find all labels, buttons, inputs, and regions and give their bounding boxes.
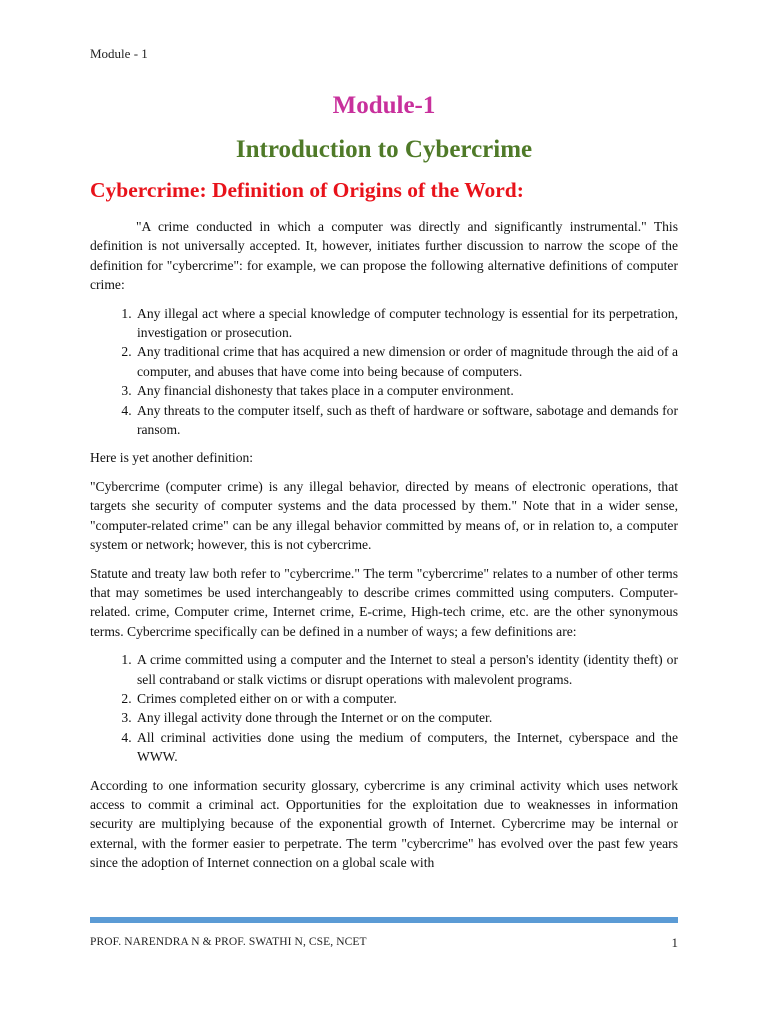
chapter-title: Introduction to Cybercrime [235, 136, 533, 163]
section-heading: Cybercrime: Definition of Origins of the Word: [90, 178, 524, 202]
module-title: Module-1 [332, 92, 436, 119]
list-item: 2. Any traditional crime that has acquired a new dimension or order of magnitude through the aid of a computer, and abuses that have come into being because of computers. [135, 342, 678, 381]
list-item: 4. Any threats to the computer itself, such as theft of hardware or software, sabotage and demands for ransom. [135, 401, 678, 440]
list-item: 1. Any illegal act where a special knowledge of computer technology is essential for its perpetration, investigation or prosecution. [135, 304, 678, 343]
paragraph-another-definition: Here is yet another definition: [90, 450, 254, 466]
running-header: Module - 1 [90, 46, 148, 61]
definitions-list-1 [90, 304, 678, 440]
definitions-list-2 [90, 650, 678, 766]
list-item: 3. Any illegal activity done through the Internet or on the computer. [135, 708, 678, 727]
list-item: 3. Any financial dishonesty that takes place in a computer environment. [135, 381, 678, 400]
footer-authors: PROF. NARENDRA N & PROF. SWATHI N, CSE, NCET [90, 936, 367, 948]
list-item: 2. Crimes completed either on or with a computer. [135, 689, 678, 708]
paragraph-statute: Statute and treaty law both refer to "cybercrime." The term "cybercrime" relates to a number of other terms that may sometimes be used interchangeably to describe crimes committed using computers. Computer-related. crime, Computer crime, Internet crime, E-crime, High-tech crime, etc. are the other synonymous terms. Cybercrime specifically can be defined in a number of ways; a few definitions are: [90, 565, 678, 639]
list-item: 4. All criminal activities done using the medium of computers, the Internet, cyberspace and the WWW. [135, 728, 678, 767]
body-content [90, 217, 678, 882]
page-number: 1 [671, 935, 678, 950]
footer-divider [90, 917, 678, 923]
list-item: 1. A crime committed using a computer and the Internet to steal a person's identity (identity theft) or sell contraband or stalk victims or disrupt operations with malevolent programs. [135, 650, 678, 689]
paragraph-glossary: According to one information security glossary, cybercrime is any criminal activity which uses network access to commit a criminal act. Opportunities for the exploitation due to weaknesses in information security are multiplying because of the exponential growth of Internet. Cybercrime may be internal or external, with the former easier to perpetrate. The term "cybercrime" has evolved over the past few years since the adoption of Internet connection on a global scale with [90, 777, 678, 871]
paragraph-intro: "A crime conducted in which a computer was directly and significantly instrumental." This definition is not universally accepted. It, however, initiates further discussion to narrow the scope of the definition for "cybercrime": for example, we can propose the following alternative definitions of computer crime: [90, 219, 678, 293]
paragraph-cybercrime-quote: "Cybercrime (computer crime) is any illegal behavior, directed by means of electronic operations, that targets she security of computer systems and the data processed by them." Note that in a wider sense, "computer-related crime" can be any illegal behavior committed by means of, or in relation to, a computer system or network; however, this is not cybercrime. [90, 478, 678, 553]
